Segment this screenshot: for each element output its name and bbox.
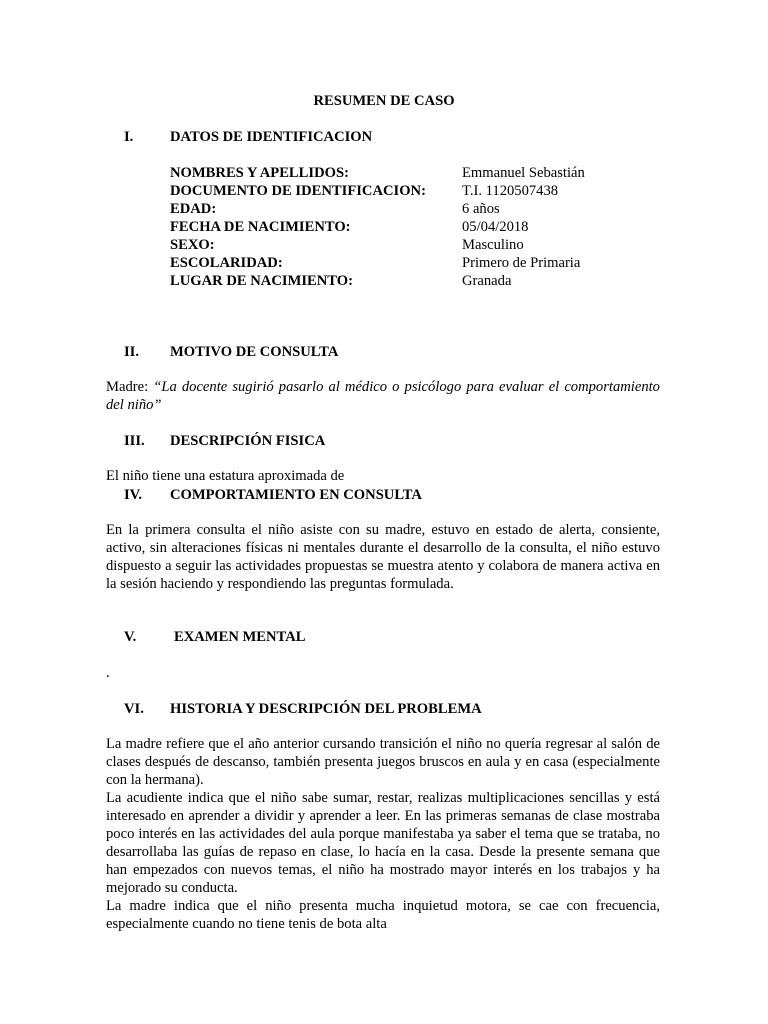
id-label-age: EDAD: bbox=[170, 201, 217, 217]
section-2-number: II. bbox=[124, 344, 140, 360]
section-6-title: HISTORIA Y DESCRIPCIÓN DEL PROBLEMA bbox=[170, 701, 482, 717]
section-5-number: V. bbox=[124, 629, 137, 645]
section-4-number: IV. bbox=[124, 487, 142, 503]
id-label-sex: SEXO: bbox=[170, 237, 215, 253]
section-2-title: MOTIVO DE CONSULTA bbox=[170, 344, 339, 360]
motivo-paragraph bbox=[106, 378, 660, 414]
id-label-schooling: ESCOLARIDAD: bbox=[170, 255, 283, 271]
section-3-title: DESCRIPCIÓN FISICA bbox=[170, 433, 326, 449]
id-label-document: DOCUMENTO DE IDENTIFICACION: bbox=[170, 183, 426, 199]
section-3-number: III. bbox=[124, 433, 145, 449]
comportamiento-paragraph: En la primera consulta el niño asiste con su madre, estuvo en estado de alerta, consiente, activo, sin alteraciones físicas ni mentales durante el desarrollo de la consulta, el niño estuvo dispuesto a seguir las actividades propuestas se muestra atento y colabora de manera activa en la sesión haciendo y respondiendo las preguntas formulada. bbox=[106, 522, 660, 592]
id-value-birthplace: Granada bbox=[462, 273, 512, 289]
historia-paragraph-2: La acudiente indica que el niño sabe sumar, restar, realizas multiplicaciones sencillas y está interesado en aprender a dividir y aprender a leer. En las primeras semanas de clase mostraba poco interés en las actividades del aula porque manifestaba ya saber el tema que se trataba, no desarrollaba las guías de repaso en clase, lo hacía en la casa. Desde la presente semana que han empezados con nuevos temas, el niño ha mostrado mayor interés en los trabajos y ha mejorado su conducta. bbox=[106, 790, 660, 896]
id-label-birthdate: FECHA DE NACIMIENTO: bbox=[170, 219, 351, 235]
section-5-title: EXAMEN MENTAL bbox=[174, 629, 306, 645]
examen-mental-paragraph: . bbox=[106, 665, 110, 681]
document-title: RESUMEN DE CASO bbox=[313, 93, 455, 109]
historia-paragraph-1: La madre refiere que el año anterior cursando transición el niño no quería regresar al salón de clases después de descanso, también presenta juegos bruscos en aula y en casa (especialmente con la hermana). bbox=[106, 736, 660, 788]
section-1-number: I. bbox=[124, 129, 134, 145]
descripcion-fisica-paragraph: El niño tiene una estatura aproximada de bbox=[106, 468, 345, 484]
motivo-quote: “La docente sugirió pasarlo al médico o psicólogo para evaluar el comportamiento del niño” bbox=[106, 379, 660, 413]
id-label-name: NOMBRES Y APELLIDOS: bbox=[170, 165, 349, 181]
id-value-birthdate: 05/04/2018 bbox=[462, 219, 529, 235]
id-value-document: T.I. 1120507438 bbox=[462, 183, 559, 199]
motivo-prefix: Madre: bbox=[106, 379, 154, 395]
historia-block bbox=[106, 735, 660, 933]
id-value-age: 6 años bbox=[462, 201, 500, 217]
id-value-schooling: Primero de Primaria bbox=[462, 255, 581, 271]
section-1-title: DATOS DE IDENTIFICACION bbox=[170, 129, 373, 145]
id-value-name: Emmanuel Sebastián bbox=[462, 165, 585, 181]
id-value-sex: Masculino bbox=[462, 237, 524, 253]
historia-paragraph-3: La madre indica que el niño presenta mucha inquietud motora, se cae con frecuencia, especialmente cuando no tiene tenis de bota alta bbox=[106, 898, 660, 932]
section-6-number: VI. bbox=[124, 701, 144, 717]
section-4-title: COMPORTAMIENTO EN CONSULTA bbox=[170, 487, 422, 503]
id-label-birthplace: LUGAR DE NACIMIENTO: bbox=[170, 273, 353, 289]
